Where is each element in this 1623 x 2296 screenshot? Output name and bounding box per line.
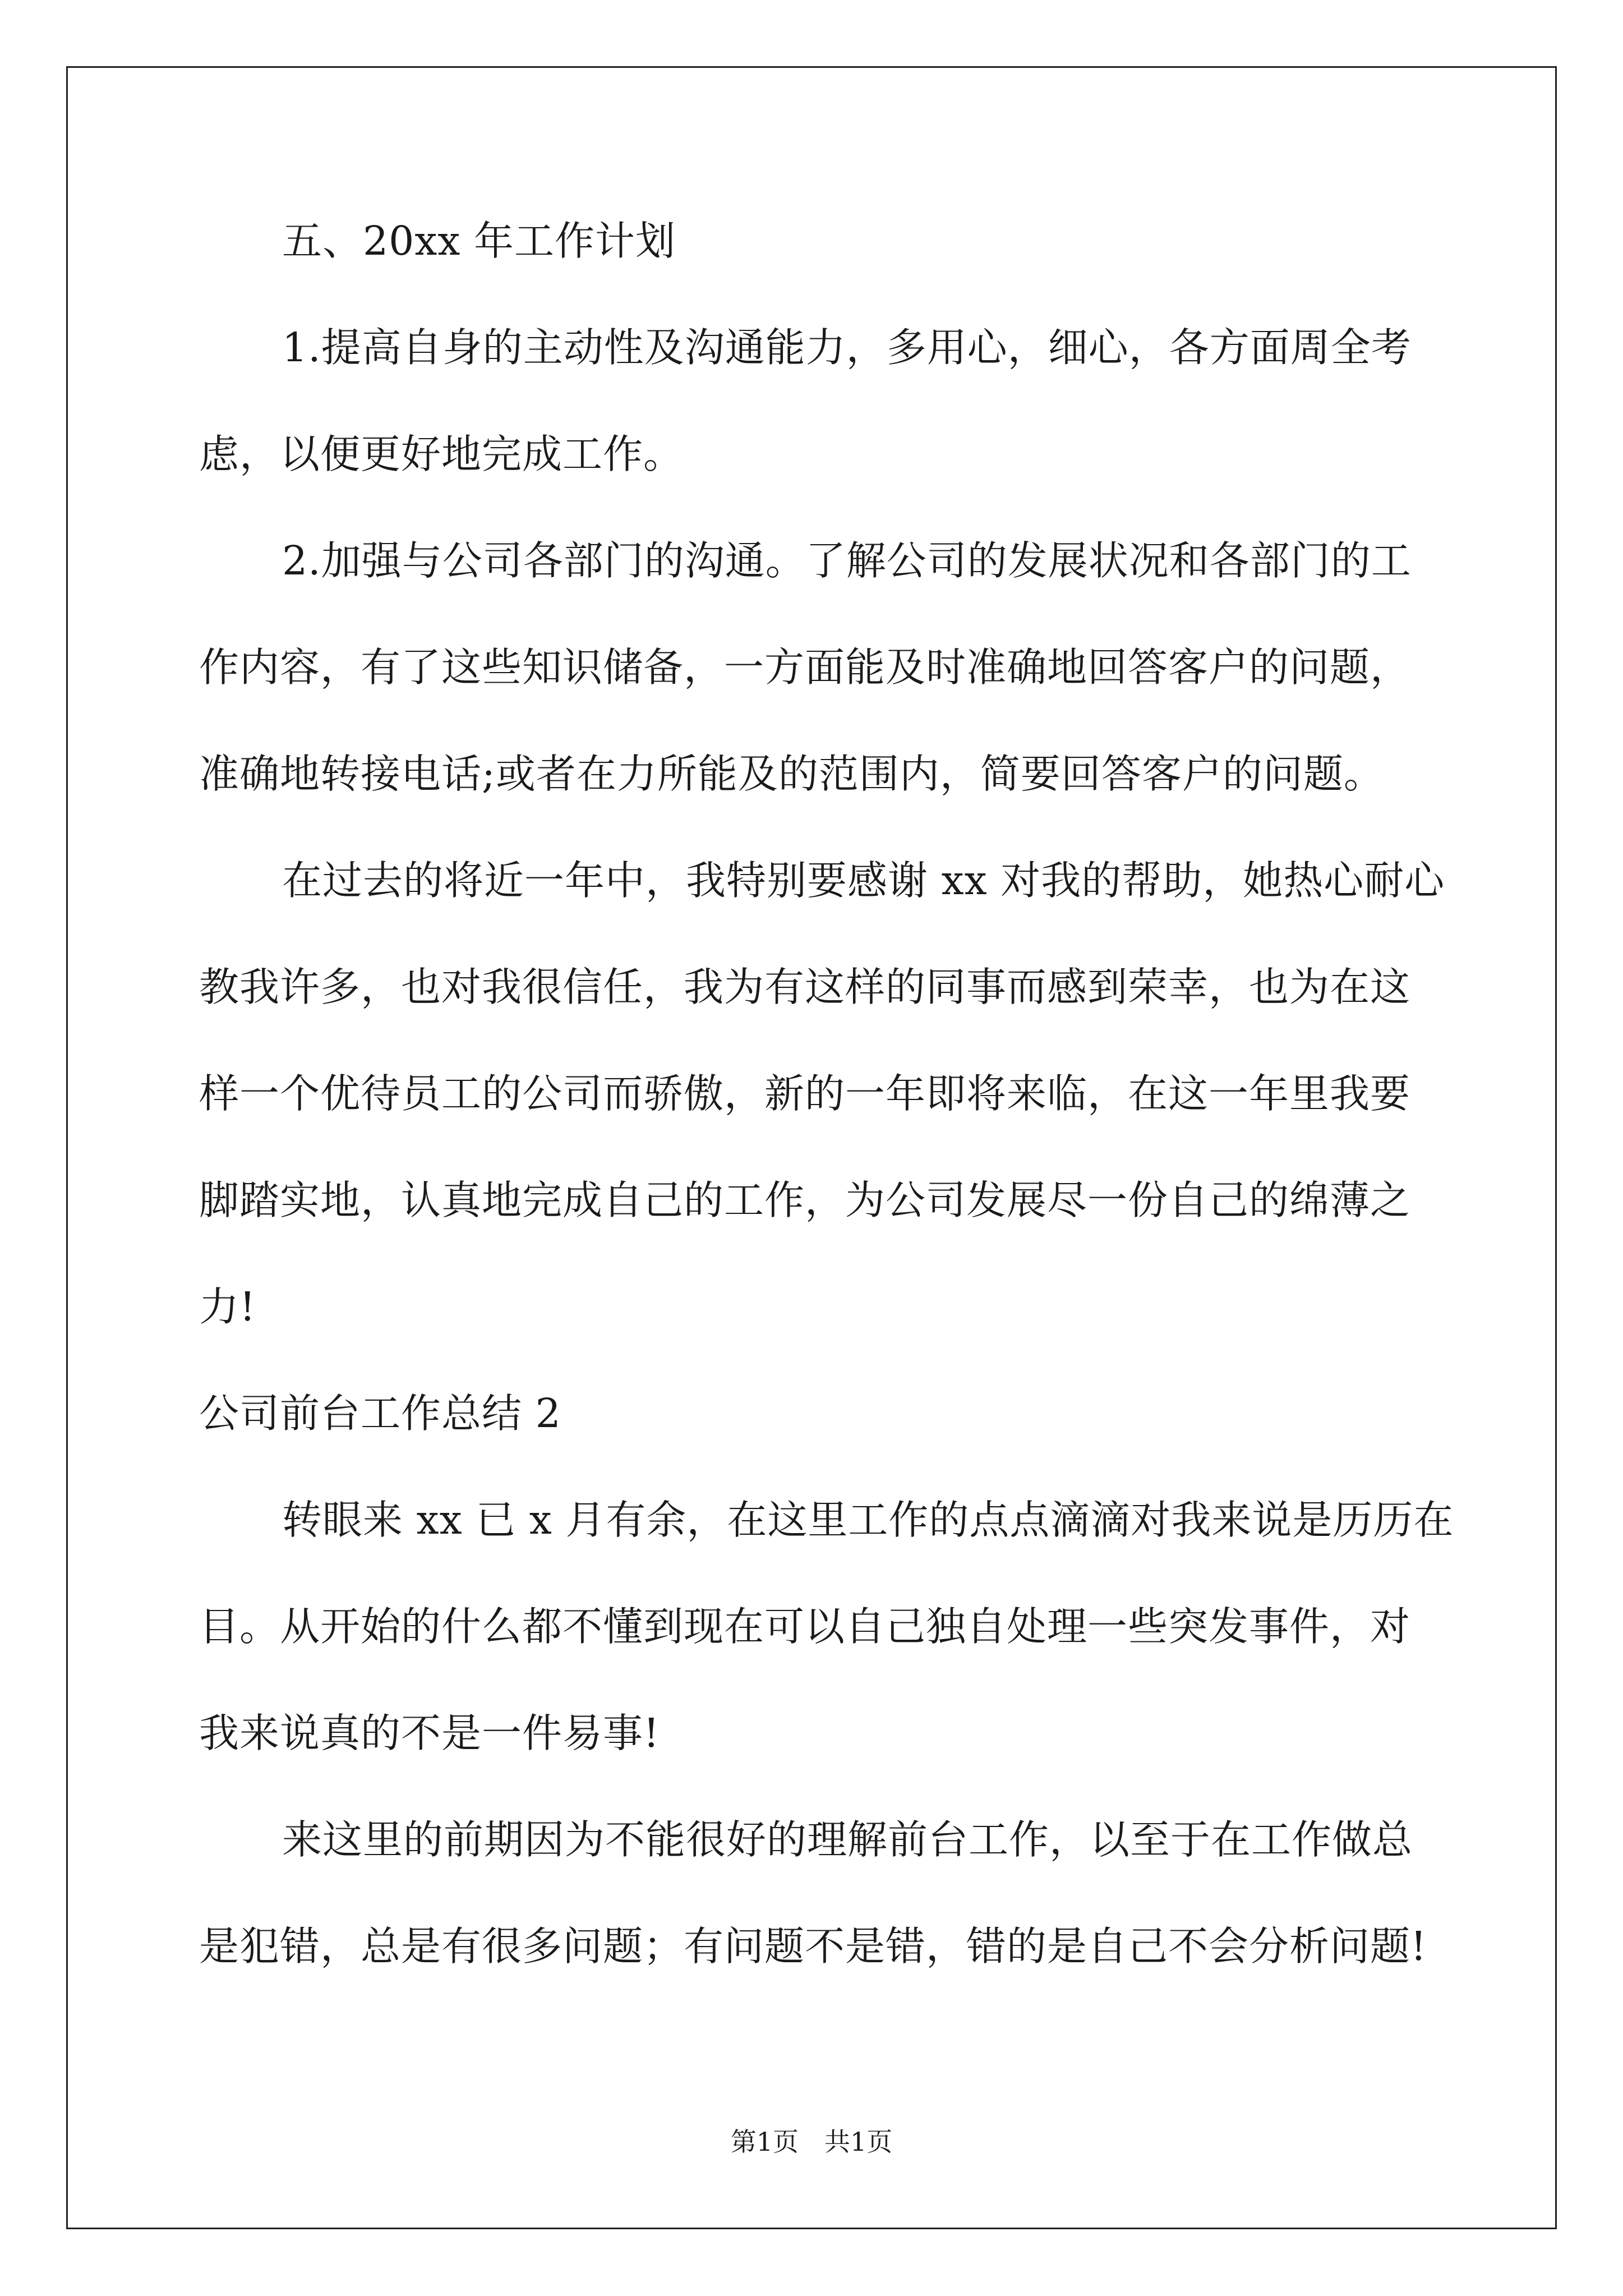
paragraph-line: 2.加强与公司各部门的沟通。了解公司的发展状况和各部门的工	[282, 537, 1412, 584]
paragraph-line: 准确地转接电话;或者在力所能及的范围内，简要回答客户的问题。	[199, 751, 1384, 797]
paragraph-line: 虑，以便更好地完成工作。	[199, 431, 684, 477]
paragraph-line: 力!	[199, 1283, 256, 1330]
paragraph-line: 教我许多，也对我很信任，我为有这样的同事而感到荣幸，也为在这	[199, 964, 1411, 1010]
section-heading: 五、20xx 年工作计划	[282, 218, 676, 264]
paragraph-line: 样一个优待员工的公司而骄傲，新的一年即将来临，在这一年里我要	[199, 1070, 1411, 1117]
paragraph-line: 脚踏实地，认真地完成自己的工作，为公司发展尽一份自己的绵薄之	[199, 1177, 1411, 1223]
document-heading: 公司前台工作总结 2	[199, 1390, 561, 1437]
paragraph-line: 转眼来 xx 已 x 月有余，在这里工作的点点滴滴对我来说是历历在	[282, 1497, 1454, 1543]
page-border	[66, 66, 1557, 2229]
paragraph-line: 1.提高自身的主动性及沟通能力，多用心，细心，各方面周全考	[282, 324, 1412, 371]
paragraph-line: 在过去的将近一年中，我特别要感谢 xx 对我的帮助，她热心耐心	[282, 857, 1445, 904]
paragraph-line: 是犯错，总是有很多问题；有问题不是错，错的是自己不会分析问题!	[199, 1923, 1427, 1970]
paragraph-line: 来这里的前期因为不能很好的理解前台工作，以至于在工作做总	[282, 1816, 1413, 1863]
paragraph-line: 我来说真的不是一件易事!	[199, 1710, 660, 1756]
paragraph-line: 目。从开始的什么都不懂到现在可以自己独自处理一些突发事件，对	[199, 1603, 1411, 1650]
paragraph-line: 作内容，有了这些知识储备，一方面能及时准确地回答客户的问题，	[199, 644, 1411, 691]
page-number: 第1页 共1页	[730, 2127, 893, 2157]
